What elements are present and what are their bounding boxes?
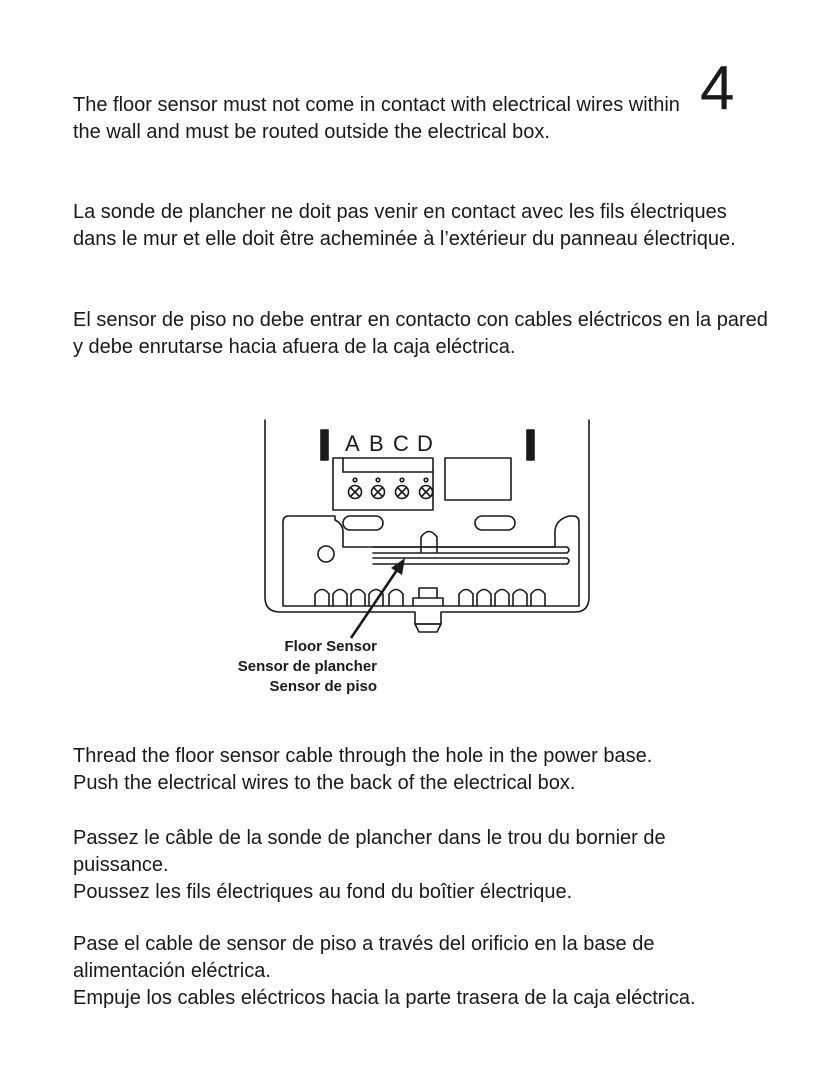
label-english: Floor Sensor (284, 638, 377, 655)
page-number: 4 (700, 54, 735, 123)
terminal-block (333, 458, 433, 510)
instructions-french (73, 825, 773, 906)
instruction-es-1: Pase el cable de sensor de piso a través del orificio en la base de alimentación eléctrica. (73, 933, 655, 982)
label-french: Sensor de plancher (237, 658, 377, 675)
intro-spanish: El sensor de piso no debe entrar en contacto con cables eléctricos en la pared y debe enrutarse hacia afuera de la caja eléctrica. (73, 309, 768, 358)
center-clip (413, 588, 443, 606)
instruction-en-1: Thread the floor sensor cable through the hole in the power base. (73, 745, 653, 767)
arrow-head (391, 558, 405, 575)
instructions-english (73, 743, 773, 797)
label-spanish: Sensor de piso (269, 678, 377, 695)
terminal-label-d: D (417, 431, 433, 456)
intro-english: The floor sensor must not come in contact with electrical wires within the wall and must be routed outside the electrical box. (73, 94, 680, 143)
intro-french: La sonde de plancher ne doit pas venir en contact avec les fils électriques dans le mur et elle doit être acheminée à l’extérieur du panneau électrique. (73, 201, 736, 250)
power-base-diagram (255, 412, 595, 644)
terminal-label-a: A (345, 431, 360, 456)
screw-terminals (349, 478, 433, 498)
instruction-fr-2: Poussez les fils électriques au fond du boîtier électrique. (73, 881, 573, 903)
callout-labels (160, 637, 377, 697)
bottom-screw (415, 624, 441, 632)
mounting-hole (318, 546, 334, 562)
relay-box (445, 458, 511, 500)
instruction-en-2: Push the electrical wires to the back of the electrical box. (73, 772, 576, 794)
terminal-label-c: C (393, 431, 409, 456)
instruction-fr-1: Passez le câble de la sonde de plancher dans le trou du bornier de puissance. (73, 827, 666, 876)
terminal-label-b: B (369, 431, 384, 456)
instruction-es-2: Empuje los cables eléctricos hacia la parte trasera de la caja eléctrica. (73, 987, 696, 1009)
instructions-spanish (73, 931, 793, 1012)
